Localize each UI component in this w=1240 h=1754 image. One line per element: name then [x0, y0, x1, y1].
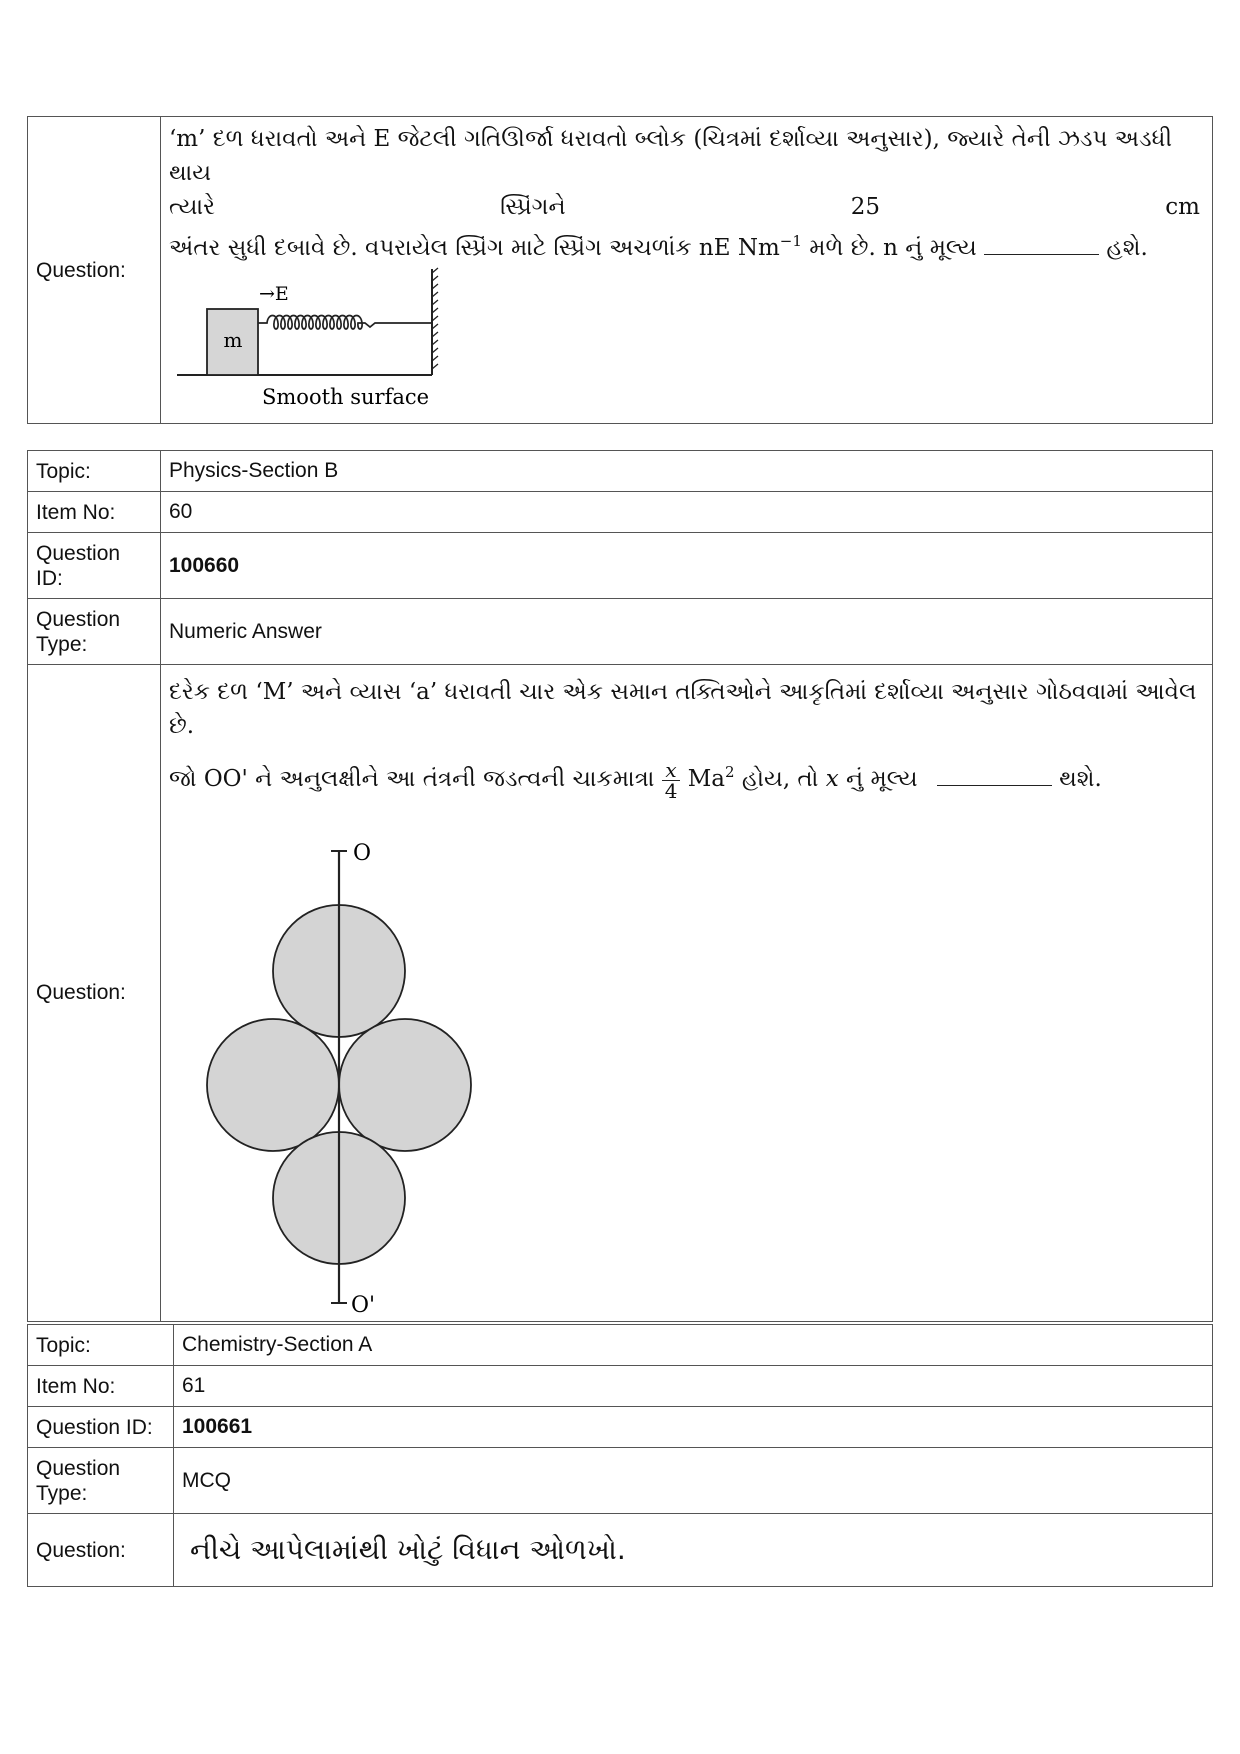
question-type-label: Question Type: — [28, 1448, 174, 1514]
question-id-row — [28, 1407, 1213, 1448]
question-type-value: MCQ — [174, 1448, 1213, 1514]
topic-value: Physics-Section B — [161, 451, 1213, 492]
fraction: $\frac{x}{4}$ — [662, 760, 681, 801]
question-type-label: Question Type: — [28, 599, 161, 665]
question-row — [28, 665, 1213, 1322]
axis-label-top: O — [353, 840, 372, 866]
question-label: Question: — [28, 665, 161, 1322]
question-text-line-3: અંતર સુધી દબાવે છે. વપરાયેલ સ્પ્રિંગ માટે સ્પ્રિંગ અચળાંક nE $Nm^{-1}$ મળે છે. n નું મૂલ્ય હશે. — [169, 232, 1148, 261]
question-text — [169, 675, 1204, 801]
question-label: Question: — [28, 1514, 174, 1587]
question-59-table — [27, 116, 1213, 424]
block-label: m — [223, 328, 243, 352]
question-id-value: 100661 — [174, 1407, 1213, 1448]
topic-label: Topic: — [28, 451, 161, 492]
question-content — [161, 117, 1213, 424]
question-text-line-2: ત્યારે સ્પ્રિંગને 25 cm — [169, 194, 1200, 220]
topic-label: Topic: — [28, 1325, 174, 1366]
question-text-line-1: દરેક દળ ‘M’ અને વ્યાસ ‘a’ ધરાવતી ચાર એક સમાન તક્તિઓને આકૃતિમાં દર્શાવ્યા અનુસાર ગોઠવવામાં આવેલ છે. — [169, 679, 1197, 739]
question-text-line-2: જો OO' ને અનુલક્ષીને આ તંત્રની જડત્વની ચાકમાત્રા $\frac{x}{4}$ Ma$^2$ હોય, તો x નું મૂલ્ય થશે. — [169, 757, 1102, 803]
question-row — [28, 117, 1213, 424]
question-id-label: Question ID: — [28, 1407, 174, 1448]
question-row — [28, 1514, 1213, 1587]
question-type-value: Numeric Answer — [161, 599, 1213, 665]
question-61-table — [27, 1324, 1213, 1587]
answer-blank — [984, 234, 1099, 255]
topic-row — [28, 1325, 1213, 1366]
spring-block-figure — [177, 267, 467, 412]
topic-value: Chemistry-Section A — [174, 1325, 1213, 1366]
question-type-row — [28, 1448, 1213, 1514]
question-id-value: 100660 — [161, 533, 1213, 599]
question-text — [169, 122, 1204, 265]
axis-label-bottom: O' — [351, 1292, 376, 1318]
item-label: Item No: — [28, 1366, 174, 1407]
question-content — [161, 665, 1213, 1322]
topic-row — [28, 451, 1213, 492]
question-60-table — [27, 450, 1213, 1322]
spring-coil — [258, 316, 432, 330]
question-id-label: Question ID: — [28, 533, 161, 599]
question-text-line-1: ‘m’ દળ ધરાવતો અને E જેટલી ગતિઊર્જા ધરાવતો બ્લોક (ચિત્રમાં દર્શાવ્યા અનુસાર), જ્યારે તેની ઝડપ અડધી થાય — [169, 126, 1173, 186]
four-disc-figure — [183, 821, 483, 1321]
item-label: Item No: — [28, 492, 161, 533]
item-row — [28, 1366, 1213, 1407]
question-label: Question: — [28, 117, 161, 424]
surface-label: Smooth surface — [262, 385, 430, 409]
question-text: નીચે આપેલામાંથી ખોટું વિધાન ઓળખો. — [174, 1514, 1213, 1587]
answer-blank — [937, 765, 1052, 786]
item-row — [28, 492, 1213, 533]
item-value: 61 — [174, 1366, 1213, 1407]
item-value: 60 — [161, 492, 1213, 533]
question-type-row — [28, 599, 1213, 665]
question-id-row — [28, 533, 1213, 599]
disc-right — [339, 1019, 471, 1151]
arrow-label: →E — [259, 283, 289, 305]
disc-left — [207, 1019, 339, 1151]
